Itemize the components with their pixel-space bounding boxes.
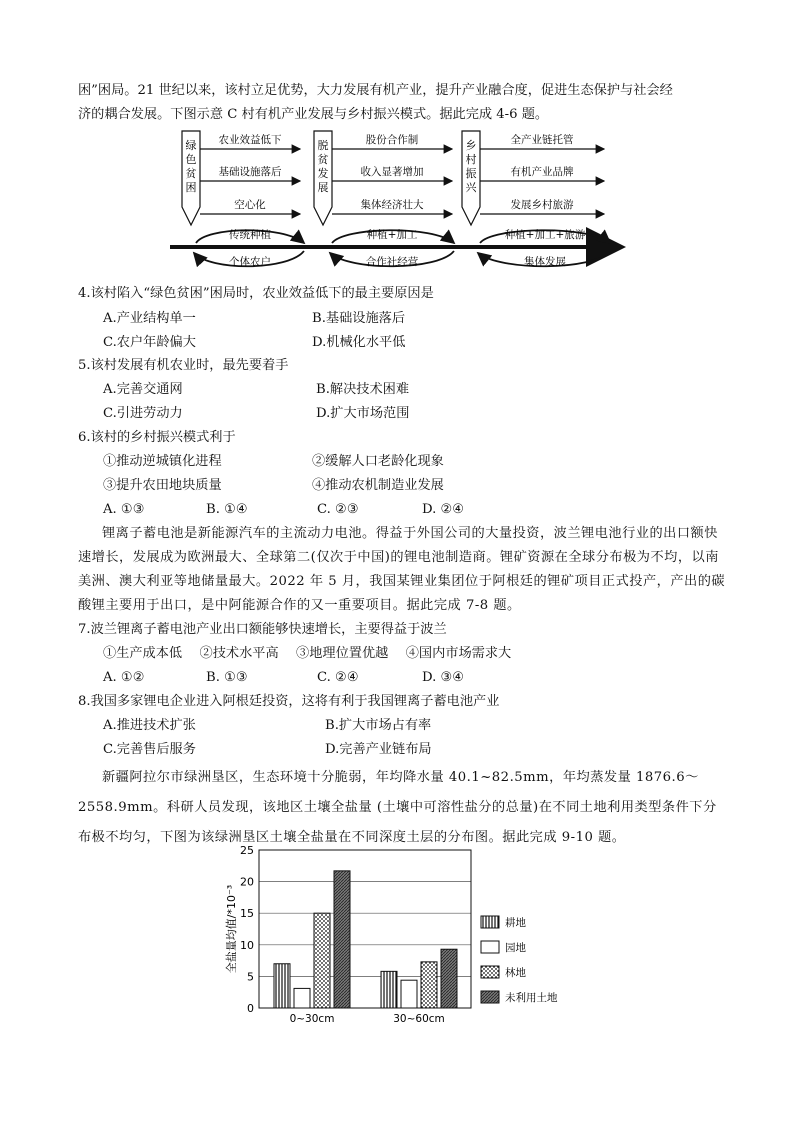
bar-耕地-0~30cm <box>274 964 290 1008</box>
stage-3-arrow-1: 全产业链托管 <box>510 134 574 146</box>
upper-cycle-3: 种植+加工+旅游 <box>504 229 586 241</box>
q4-stem: 4.该村陷入“绿色贫困”困局时，农业效益低下的最主要原因是 <box>78 286 434 301</box>
y-tick-label: 0 <box>247 1002 254 1015</box>
q4-option-b[interactable]: B.基础设施落后 <box>312 311 406 326</box>
q8-option-c[interactable]: C.完善售后服务 <box>103 742 196 757</box>
upper-cycle-1: 传统种植 <box>229 229 271 241</box>
stage-3-label: 乡村振兴 <box>465 139 477 194</box>
stage-2-arrow-2: 收入显著增加 <box>360 166 424 178</box>
q6-statement-1: ①推动逆城镇化进程 <box>103 454 222 469</box>
q6-stem: 6.该村的乡村振兴模式利于 <box>78 430 236 445</box>
plot-frame <box>259 850 471 1008</box>
q6-statement-4: ④推动农机制造业发展 <box>312 478 444 493</box>
legend-label: 耕地 <box>505 917 526 929</box>
intro-line-1: 困”困局。21 世纪以来，该村立足优势，大力发展有机产业，提升产业融合度，促进生态保护与社会经 <box>78 83 673 98</box>
stage-1-arrow-1: 农业效益低下 <box>218 134 282 146</box>
q8-option-b[interactable]: B.扩大市场占有率 <box>325 718 432 733</box>
x-category-label: 0~30cm <box>289 1013 335 1025</box>
q5-stem: 5.该村发展有机农业时，最先要着手 <box>78 358 289 373</box>
q7-option-b[interactable]: B. ①③ <box>206 670 248 685</box>
legend-label: 林地 <box>505 967 526 979</box>
upper-cycle-2: 种植+加工 <box>366 229 418 241</box>
bar-未利用土地-30~60cm <box>441 949 457 1008</box>
legend-label: 未利用土地 <box>505 992 558 1004</box>
q5-option-d[interactable]: D.扩大市场范围 <box>316 406 410 421</box>
y-tick-label: 20 <box>240 875 254 889</box>
q4-option-a[interactable]: A.产业结构单一 <box>103 311 196 326</box>
legend-swatch <box>481 941 499 953</box>
lower-cycle-2: 合作社经营 <box>365 256 419 268</box>
legend-swatch <box>481 966 499 978</box>
stage-1-arrow-2: 基础设施落后 <box>218 166 282 178</box>
q6-option-b[interactable]: B. ①④ <box>206 502 248 517</box>
q5-option-a[interactable]: A.完善交通网 <box>103 382 183 397</box>
q6-statement-3: ③提升农田地块质量 <box>103 478 222 493</box>
intro-3: 新疆阿拉尔市绿洲垦区，生态环境十分脆弱，年均降水量 40.1~82.5mm，年均蒸发量 1876.6～2558.9mm。科研人员发现，该地区土壤全盐量 (土壤中可溶性盐分的总量)在不同土地利用类型条件下分布极不均匀，下图为该绿洲垦区土壤全盐量在不同深度土层的分布图。据此完成 9-10 题。 <box>78 770 717 845</box>
q7-statements: ①生产成本低 ②技术水平高 ③地理位置优越 ④国内市场需求大 <box>103 646 512 661</box>
legend-label: 园地 <box>505 942 526 954</box>
legend-swatch <box>481 991 499 1003</box>
q6-option-d[interactable]: D. ②④ <box>422 502 465 517</box>
q4-option-d[interactable]: D.机械化水平低 <box>312 335 406 350</box>
intro-2: 锂离子蓄电池是新能源汽车的主流动力电池。得益于外国公司的大量投资，波兰锂电池行业的出口额快速增长，发展成为欧洲最大、全球第二(仅次于中国)的锂电池制造商。锂矿资源在全球分布极为不均，以南美洲、澳大利亚等地储量最大。2022 年 5 月，我国某锂业集团位于阿根廷的锂矿项目正式投产，产出的碳酸锂主要用于出口，是中阿能源合作的又一重要项目。据此完成 7-8 题。 <box>78 526 726 613</box>
y-tick-label: 10 <box>240 938 254 952</box>
q5-option-c[interactable]: C.引进劳动力 <box>103 406 183 421</box>
q6-option-c[interactable]: C. ②③ <box>317 502 359 517</box>
stage-2-arrow-3: 集体经济壮大 <box>360 199 424 211</box>
intro-line-2: 济的耦合发展。下图示意 C 村有机产业发展与乡村振兴模式。据此完成 4-6 题。 <box>78 107 549 122</box>
bar-未利用土地-0~30cm <box>334 871 350 1008</box>
q8-option-d[interactable]: D.完善产业链布局 <box>325 742 432 757</box>
q7-option-c[interactable]: C. ②④ <box>317 670 359 685</box>
q4-option-c[interactable]: C.农户年龄偏大 <box>103 335 196 350</box>
soil-salt-chart <box>215 840 585 1030</box>
y-tick-label: 15 <box>240 907 254 921</box>
stage-3-arrow-3: 发展乡村旅游 <box>510 199 574 211</box>
stage-1-arrow-3: 空心化 <box>234 199 266 211</box>
bar-林地-30~60cm <box>421 962 437 1008</box>
stage-1-label: 绿色贫困 <box>185 139 197 194</box>
bar-园地-0~30cm <box>294 988 310 1008</box>
y-axis-label: 全盐量均值/*10⁻³ <box>225 884 238 974</box>
bar-林地-0~30cm <box>314 913 330 1008</box>
lower-cycle-1: 个体农户 <box>229 256 271 268</box>
y-tick-label: 5 <box>247 970 254 984</box>
stage-2-arrow-1: 股份合作制 <box>365 134 419 146</box>
q7-stem: 7.波兰锂离子蓄电池产业出口额能够快速增长，主要得益于波兰 <box>78 622 447 637</box>
lower-cycle-3: 集体发展 <box>524 256 566 268</box>
stage-2-label: 脱贫发展 <box>317 139 329 194</box>
q7-option-d[interactable]: D. ③④ <box>422 670 465 685</box>
q6-statement-2: ②缓解人口老龄化现象 <box>312 454 444 469</box>
stage-3-arrow-2: 有机产业品牌 <box>510 166 574 178</box>
rural-revitalization-diagram <box>170 127 630 275</box>
bar-耕地-30~60cm <box>381 971 397 1008</box>
x-category-label: 30~60cm <box>393 1013 445 1025</box>
q8-stem: 8.我国多家锂电企业进入阿根廷投资，这将有利于我国锂离子蓄电池产业 <box>78 694 500 709</box>
q6-option-a[interactable]: A. ①③ <box>103 502 145 517</box>
q5-option-b[interactable]: B.解决技术困难 <box>316 382 410 397</box>
bar-园地-30~60cm <box>401 980 417 1008</box>
y-tick-label: 25 <box>240 844 254 857</box>
q8-option-a[interactable]: A.推进技术扩张 <box>103 718 196 733</box>
legend-swatch <box>481 916 499 928</box>
q7-option-a[interactable]: A. ①② <box>103 670 145 685</box>
